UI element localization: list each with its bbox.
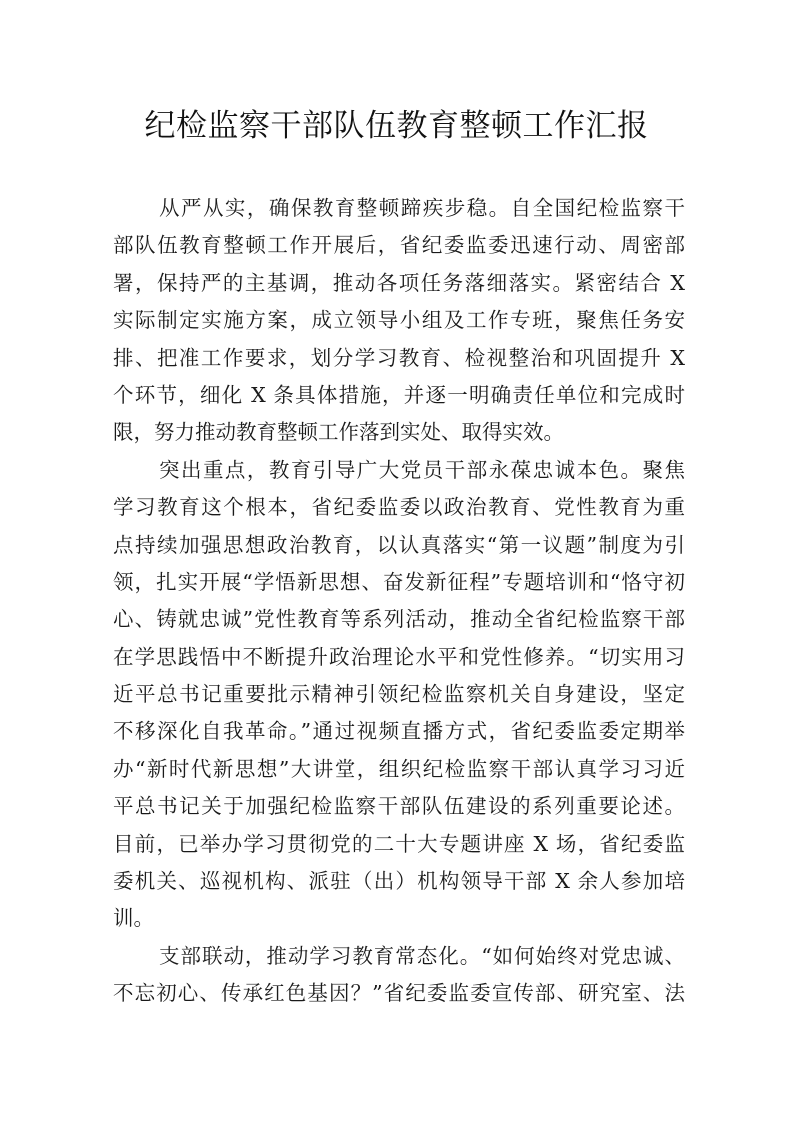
text-line: 实际制定实施方案，成立领导小组及工作专班，聚焦任务安 (113, 308, 685, 333)
paragraph-1 (113, 190, 685, 452)
document-title: 纪检监察干部队伍教育整顿工作汇报 (144, 108, 649, 144)
text-line: 个环节，细化 X 条具体措施，并逐一明确责任单位和完成时 (113, 382, 685, 407)
text-line: 在学思践悟中不断提升政治理论水平和党性修养。“切实用习 (113, 644, 685, 669)
text-line: 突出重点，教育引导广大党员干部永葆忠诚本色。聚焦 (159, 457, 685, 482)
paragraph-3 (113, 938, 685, 1013)
text-line: 排、把准工作要求，划分学习教育、检视整治和巩固提升 X (113, 345, 685, 370)
text-line: 训。 (113, 906, 154, 931)
text-line: 目前，已举办学习贯彻党的二十大专题讲座 X 场，省纪委监 (113, 831, 685, 856)
text-line: 不忘初心、传承红色基因？”省纪委监委宣传部、研究室、法 (113, 981, 685, 1006)
text-line: 从严从实，确保教育整顿蹄疾步稳。自全国纪检监察干 (159, 196, 685, 220)
text-line: 学习教育这个根本，省纪委监委以政治教育、党性教育为重 (113, 495, 685, 520)
text-line: 领，扎实开展“学悟新思想、奋发新征程”专题培训和“恪守初 (113, 569, 685, 594)
text-line: 部队伍教育整顿工作开展后，省纪委监委迅速行动、周密部 (113, 233, 685, 258)
text-line: 署，保持严的主基调，推动各项任务落细落实。紧密结合 X (113, 270, 685, 295)
text-line: 点持续加强思想政治教育，以认真落实“第一议题”制度为引 (113, 532, 685, 557)
text-line: 办“新时代新思想”大讲堂，组织纪检监察干部认真学习习近 (113, 756, 685, 781)
text-line: 心、铸就忠诚”党性教育等系列活动，推动全省纪检监察干部 (113, 607, 685, 632)
text-line: 委机关、巡视机构、派驻（出）机构领导干部 X 余人参加培 (113, 869, 685, 894)
text-line: 支部联动，推动学习教育常态化。“如何始终对党忠诚、 (159, 943, 685, 968)
text-line: 近平总书记重要批示精神引领纪检监察机关自身建设，坚定 (113, 682, 685, 707)
paragraph-2 (113, 452, 685, 938)
text-line: 不移深化自我革命。”通过视频直播方式，省纪委监委定期举 (113, 719, 685, 744)
text-line: 限，努力推动教育整顿工作落到实处、取得实效。 (113, 420, 564, 445)
text-line: 平总书记关于加强纪检监察干部队伍建设的系列重要论述。 (113, 794, 685, 819)
document-body (113, 190, 685, 1013)
